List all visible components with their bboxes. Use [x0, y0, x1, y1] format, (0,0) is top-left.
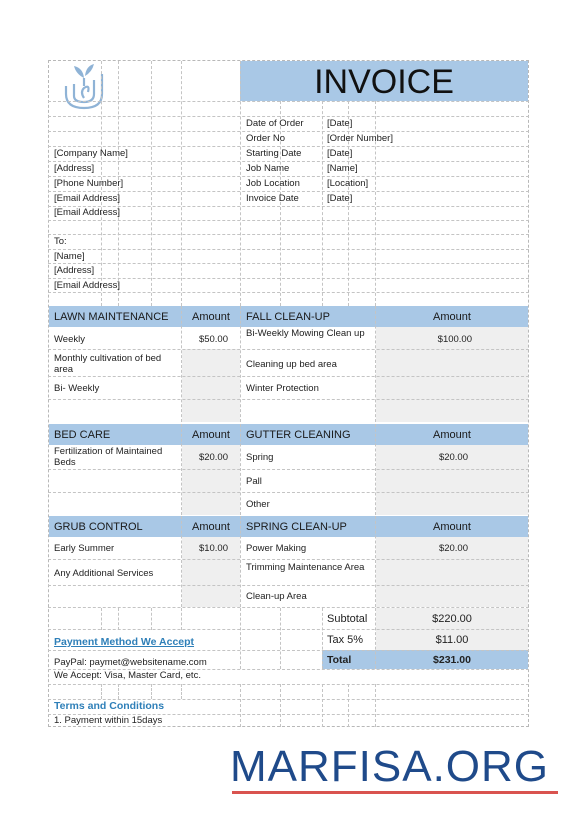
watermark-text: MARFISA.ORG	[230, 742, 550, 791]
grid-line	[240, 61, 241, 306]
grid-line	[151, 608, 152, 630]
terms-heading: Terms and Conditions	[54, 700, 165, 712]
tax-label: Tax 5%	[327, 634, 364, 646]
company-phone: [Phone Number]	[54, 178, 124, 189]
order-value: [Location]	[327, 178, 369, 189]
amount-header: Amount	[192, 429, 230, 441]
order-value: [Date]	[327, 148, 353, 159]
order-label: Invoice Date	[246, 193, 299, 204]
tax-value: $11.00	[435, 634, 469, 646]
grid-line	[322, 684, 323, 727]
service-item: Clean-up Area	[246, 591, 307, 602]
grid-line	[118, 608, 119, 630]
grid-line	[375, 516, 376, 607]
service-item: Bi-Weekly Mowing Clean up	[246, 328, 365, 339]
recipient-name: [Name]	[54, 251, 85, 262]
service-item: Other	[246, 499, 270, 510]
grid-line	[48, 263, 529, 264]
bed-title: BED CARE	[54, 429, 111, 441]
grid-line	[48, 684, 529, 685]
grid-line	[101, 608, 102, 630]
grid-line	[151, 61, 152, 306]
order-value: [Date]	[327, 193, 353, 204]
grid-line	[48, 116, 529, 117]
grid-line	[48, 131, 529, 132]
terms-line: 1. Payment within 15days	[54, 715, 163, 726]
grid-line	[48, 650, 529, 651]
grid-line	[48, 492, 529, 493]
grid-line	[322, 608, 323, 669]
gutter-title: GUTTER CLEANING	[246, 429, 351, 441]
grid-line	[375, 101, 376, 306]
amount-header: Amount	[192, 521, 230, 533]
grid-line	[181, 306, 182, 422]
accept-line: We Accept: Visa, Master Card, etc.	[54, 670, 201, 681]
grub-title: GRUB CONTROL	[54, 521, 143, 533]
service-item: Winter Protection	[246, 383, 319, 394]
grid-line	[280, 684, 281, 727]
grid-line	[48, 191, 529, 192]
service-item: Pall	[246, 476, 262, 487]
grid-line	[48, 278, 529, 279]
recipient-email: [Email Address]	[54, 280, 120, 291]
grid-line	[48, 206, 529, 207]
grid-line	[101, 684, 102, 699]
grid-line	[48, 220, 529, 221]
order-label: Starting Date	[246, 148, 302, 159]
grid-line	[322, 101, 323, 306]
service-item: Spring	[246, 452, 274, 463]
grid-line	[240, 516, 241, 607]
grid-line	[48, 629, 529, 630]
service-amount: $100.00	[437, 334, 472, 345]
order-value: [Name]	[327, 163, 358, 174]
grid-line	[48, 146, 529, 147]
service-item: Monthly cultivation of bed area	[54, 353, 162, 375]
grid-line	[48, 559, 529, 560]
grid-line	[181, 608, 182, 630]
grid-line	[240, 424, 241, 515]
order-label: Date of Order	[246, 118, 304, 129]
grid-line	[48, 585, 529, 586]
lawn-title: LAWN MAINTENANCE	[54, 311, 169, 323]
service-item: Trimming Maintenance Area	[246, 562, 365, 573]
spring-title: SPRING CLEAN-UP	[246, 521, 347, 533]
grid-line	[280, 608, 281, 669]
grid-line	[48, 101, 529, 102]
grid-line	[48, 176, 529, 177]
subtotal-label: Subtotal	[327, 613, 368, 625]
fall-title: FALL CLEAN-UP	[246, 311, 330, 323]
grid-line	[48, 349, 529, 350]
grid-line	[181, 684, 182, 699]
service-amount: $50.00	[198, 334, 228, 345]
grid-line	[375, 684, 376, 727]
grid-line	[48, 292, 529, 293]
payment-method-link[interactable]: Payment Method We Accept	[54, 636, 195, 648]
order-label: Job Name	[246, 163, 290, 174]
grid-line	[48, 399, 529, 400]
service-item: Any Additional Services	[54, 568, 154, 579]
order-label: Job Location	[246, 178, 300, 189]
order-value: [Date]	[327, 118, 353, 129]
subtotal-value: $220.00	[432, 613, 472, 625]
grid-line	[181, 424, 182, 515]
service-amount: $10.00	[198, 543, 228, 554]
service-amount: $20.00	[438, 452, 468, 463]
grid-line	[348, 684, 349, 727]
company-name: [Company Name]	[54, 148, 128, 159]
service-amount: $20.00	[438, 543, 468, 554]
service-item: Early Summer	[54, 543, 115, 554]
grid-line	[240, 608, 241, 669]
paypal-line: PayPal: paymet@websitename.com	[54, 657, 207, 668]
grid-line	[151, 684, 152, 699]
grid-line	[181, 516, 182, 607]
amount-header: Amount	[433, 311, 471, 323]
service-item: Fertilization of Maintained Beds	[54, 446, 163, 468]
service-item: Cleaning up bed area	[246, 359, 337, 370]
service-item: Bi- Weekly	[54, 383, 100, 394]
grid-line	[48, 469, 529, 470]
invoice-title: INVOICE	[314, 63, 454, 101]
total-label: Total	[327, 654, 352, 666]
order-value: [Order Number]	[327, 133, 393, 144]
grid-line	[48, 234, 529, 235]
company-email: [Email Address]	[54, 193, 120, 204]
company-address: [Address]	[54, 163, 95, 174]
grid-line	[181, 61, 182, 306]
service-item: Weekly	[54, 334, 85, 345]
company-email: [Email Address]	[54, 207, 120, 218]
amount-cell	[182, 349, 240, 422]
amount-header: Amount	[192, 311, 230, 323]
order-label: Order No	[246, 133, 286, 144]
grid-line	[118, 684, 119, 699]
leaf-logo-icon	[58, 62, 118, 112]
grid-line	[48, 249, 529, 250]
grid-line	[375, 424, 376, 515]
grid-line	[48, 161, 529, 162]
grid-line	[240, 306, 241, 422]
grid-line	[48, 376, 529, 377]
service-amount: $20.00	[198, 452, 228, 463]
total-value: $231.00	[433, 654, 471, 666]
service-item: Power Making	[246, 543, 307, 554]
watermark-underline	[232, 791, 558, 794]
amount-header: Amount	[433, 429, 471, 441]
to-label: To:	[54, 236, 67, 247]
grid-line	[375, 306, 376, 422]
recipient-address: [Address]	[54, 265, 95, 276]
amount-header: Amount	[433, 521, 471, 533]
grid-line	[240, 684, 241, 727]
